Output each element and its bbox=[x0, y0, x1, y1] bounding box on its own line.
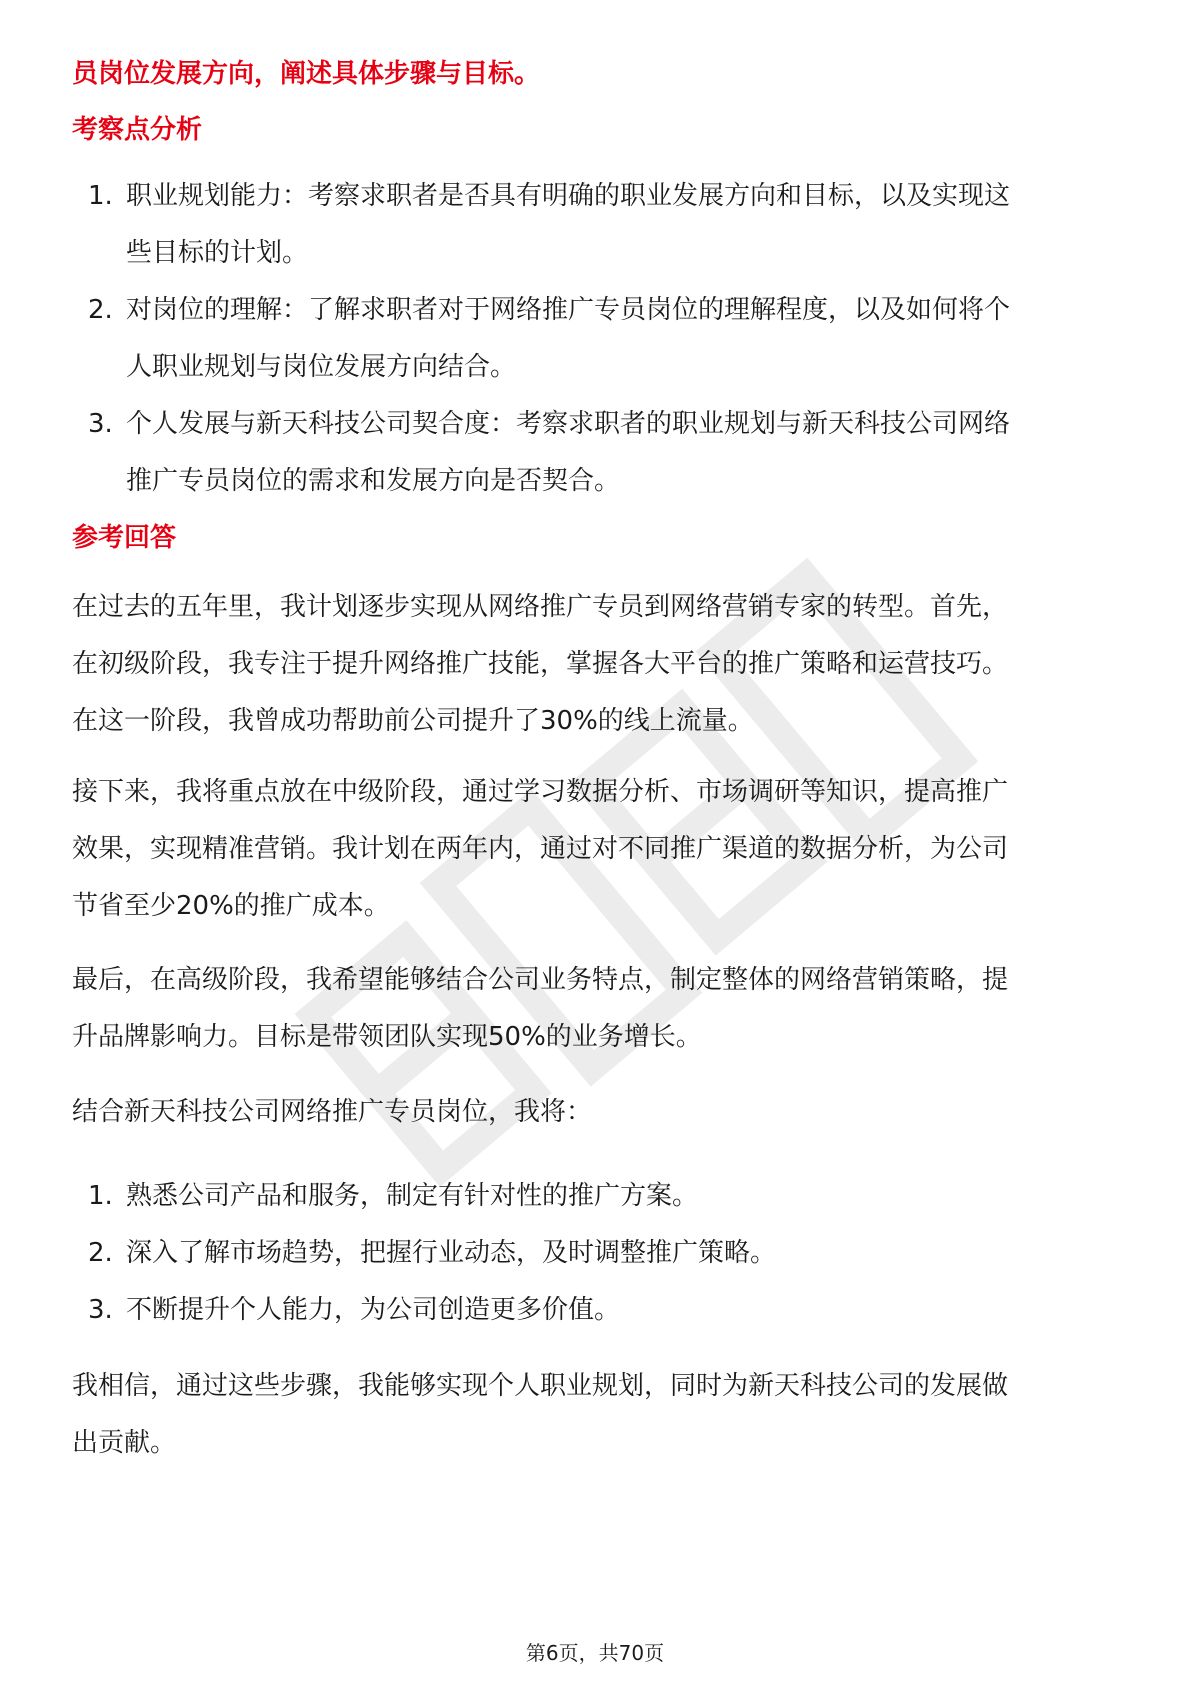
list-item bbox=[72, 1225, 1122, 1282]
paragraph-line: 在初级阶段，我专注于提升网络推广技能，掌握各大平台的推广策略和运营技巧。 bbox=[72, 649, 1009, 679]
list-text: 人职业规划与岗位发展方向结合。 bbox=[126, 352, 517, 382]
list-text: 推广专员岗位的需求和发展方向是否契合。 bbox=[126, 466, 621, 496]
analysis-heading: 考察点分析 bbox=[72, 115, 203, 145]
list-item bbox=[72, 396, 1122, 510]
list-number: 2. bbox=[88, 295, 113, 325]
paragraph-line: 在过去的五年里，我计划逐步实现从网络推广专员到网络营销专家的转型。首先， bbox=[72, 592, 1009, 622]
paragraph-line: 升品牌影响力。目标是带领团队实现50%的业务增长。 bbox=[72, 1022, 702, 1052]
list-number: 1. bbox=[88, 1181, 113, 1211]
list-item bbox=[72, 168, 1122, 282]
page-number: 第6页，共70页 bbox=[525, 1641, 665, 1665]
list-text: 不断提升个人能力，为公司创造更多价值。 bbox=[126, 1295, 621, 1325]
paragraph bbox=[72, 952, 1122, 1066]
list-text: 个人发展与新天科技公司契合度：考察求职者的职业规划与新天科技公司网络 bbox=[126, 409, 1011, 439]
paragraph bbox=[72, 1084, 1122, 1141]
paragraph-line: 我相信，通过这些步骤，我能够实现个人职业规划，同时为新天科技公司的发展做 bbox=[72, 1371, 1009, 1401]
list-number: 3. bbox=[88, 1295, 113, 1325]
closing-paragraph bbox=[72, 1358, 1122, 1472]
list-item bbox=[72, 1282, 1122, 1339]
list-text: 熟悉公司产品和服务，制定有针对性的推广方案。 bbox=[126, 1181, 699, 1211]
list-text: 深入了解市场趋势，把握行业动态，及时调整推广策略。 bbox=[126, 1238, 777, 1268]
list-number: 1. bbox=[88, 181, 113, 211]
list-item bbox=[72, 1168, 1122, 1225]
list-text: 职业规划能力：考察求职者是否具有明确的职业发展方向和目标，以及实现这 bbox=[126, 181, 1011, 211]
paragraph-line: 出贡献。 bbox=[72, 1428, 177, 1458]
paragraph-line: 在这一阶段，我曾成功帮助前公司提升了30%的线上流量。 bbox=[72, 706, 754, 736]
paragraph-line: 效果，实现精准营销。我计划在两年内，通过对不同推广渠道的数据分析，为公司 bbox=[72, 834, 1009, 864]
list-text: 些目标的计划。 bbox=[126, 238, 309, 268]
paragraph-line: 最后，在高级阶段，我希望能够结合公司业务特点，制定整体的网络营销策略，提 bbox=[72, 965, 1009, 995]
paragraph-line: 结合新天科技公司网络推广专员岗位，我将： bbox=[72, 1097, 593, 1127]
list-text: 对岗位的理解：了解求职者对于网络推广专员岗位的理解程度，以及如何将个 bbox=[126, 295, 1011, 325]
paragraph-line: 节省至少20%的推广成本。 bbox=[72, 891, 390, 921]
list-number: 3. bbox=[88, 409, 113, 439]
answer-heading: 参考回答 bbox=[72, 523, 177, 553]
answer-list bbox=[72, 1168, 1122, 1339]
analysis-list bbox=[72, 168, 1122, 510]
paragraph-line: 接下来，我将重点放在中级阶段，通过学习数据分析、市场调研等知识，提高推广 bbox=[72, 777, 1009, 807]
paragraph bbox=[72, 579, 1122, 750]
paragraph bbox=[72, 764, 1122, 935]
intro-heading: 员岗位发展方向，阐述具体步骤与目标。 bbox=[72, 59, 541, 89]
list-number: 2. bbox=[88, 1238, 113, 1268]
list-item bbox=[72, 282, 1122, 396]
